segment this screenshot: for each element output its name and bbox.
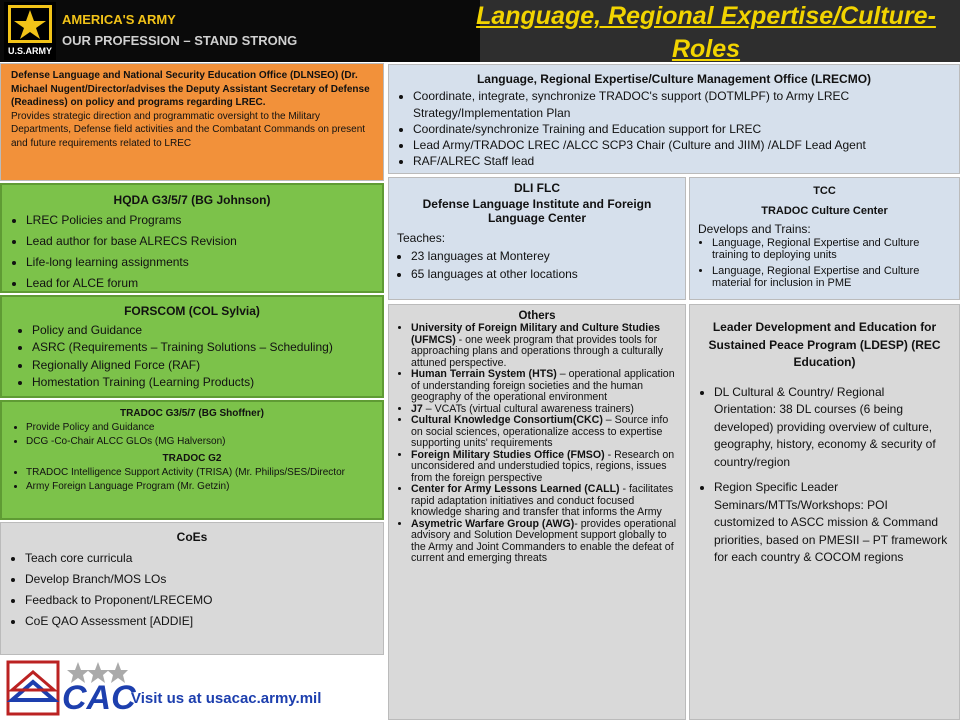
list-item: • Lead Army/TRADOC LREC /ALCC SCP3 Chair (Culture and JIIM) /ALDF Lead Agent xyxy=(413,137,949,153)
list-item: • DL Cultural & Country/ Regional Orientation: 38 DL courses (6 being developed) providing overview of culture, geography, history, economy & security of country/region xyxy=(714,384,949,472)
list-item: • Feedback to Proponent/LRECEMO xyxy=(25,590,373,611)
list-item xyxy=(411,519,677,565)
org-name: Cultural Knowledge Consortium(CKC) xyxy=(411,414,603,426)
ldesp-title: Leader Development and Education for Sustained Peace Program (LDESP) (REC Education) xyxy=(708,320,941,369)
coes-panel xyxy=(0,522,384,655)
list-item: • Policy and Guidance xyxy=(32,322,372,340)
tcc-intro: Develops and Trains: xyxy=(698,222,811,236)
cac-logo[interactable] xyxy=(6,660,136,718)
tcc-list xyxy=(698,237,951,289)
list-item: • LREC Policies and Programs xyxy=(26,210,372,231)
list-item: • Homestation Training (Learning Products) xyxy=(32,374,372,392)
org-name: Foreign Military Studies Office (FMSO) xyxy=(411,448,605,461)
org-desc: – Source info on social sciences, operationalize access to expertise supporting units' requirements xyxy=(411,414,669,449)
dliflc-subtitle: Defense Language Institute and Foreign Language Center xyxy=(422,197,652,225)
list-item: • ASRC (Requirements – Training Solutions – Scheduling) xyxy=(32,339,372,357)
list-item: • 65 languages at other locations xyxy=(411,265,677,283)
forscom-panel xyxy=(0,295,384,398)
tradoc-g357-list xyxy=(12,421,372,449)
dliflc-intro: Teaches: xyxy=(397,231,446,245)
org-name: J7 xyxy=(411,402,423,415)
hqda-list xyxy=(12,210,372,294)
list-item: • Teach core curricula xyxy=(25,548,373,569)
forscom-title: FORSCOM (COL Sylvia) xyxy=(124,304,260,318)
list-item: • 23 languages at Monterey xyxy=(411,247,677,265)
dlnseo-heading: Defense Language and National Security Education Office (DLNSEO) (Dr. Michael Nugent/Director/advises the Deputy Assistant Secretary of Defense (Readiness) on policy and programs regarding LREC. xyxy=(11,70,370,108)
org-desc: - one week program that provides tools for approaching plans and operations through a culturally attuned perspective. xyxy=(411,333,664,369)
list-item xyxy=(411,484,677,519)
cac-logo-text: CAC xyxy=(62,679,136,717)
list-item: • Develop Branch/MOS LOs xyxy=(25,569,373,590)
hqda-title: HQDA G3/5/7 (BG Johnson) xyxy=(113,193,271,207)
list-item: • Regionally Aligned Force (RAF) xyxy=(32,357,372,375)
lrecmo-list xyxy=(399,88,949,169)
list-item: • Region Specific Leader Seminars/MTTs/Workshops: POI customized to ASCC mission & Command priorities, based on PMESII – PT framework for each country & COCOM regions xyxy=(714,479,949,567)
lrecmo-title: Language, Regional Expertise/Culture Management Office (LRECMO) xyxy=(476,72,872,86)
list-item xyxy=(411,323,677,369)
coes-title: CoEs xyxy=(176,530,208,544)
list-item: • TRADOC Intelligence Support Activity (TRISA) (Mr. Philips/SES/Director xyxy=(26,466,372,480)
list-item xyxy=(411,415,677,450)
brand-line-1: AMERICA'S ARMY xyxy=(62,12,176,27)
list-item: • Lead for ALCE forum xyxy=(26,273,372,294)
org-name: Human Terrain System (HTS) xyxy=(411,368,557,380)
ldesp-panel xyxy=(689,304,960,720)
dlnseo-body: Provides strategic direction and programmatic oversight to the Military Departments, Defense field activities and the Combatant Commands on present and future requirements related to LREC xyxy=(11,110,366,149)
others-list xyxy=(397,323,677,565)
org-desc: - provides operational advisory and Solution Development support globally to the Army and Joint Commanders to enable the defeat of current and emerging threats xyxy=(411,517,677,564)
list-item: • Language, Regional Expertise and Culture training to deploying units xyxy=(712,237,951,261)
list-item: • Provide Policy and Guidance xyxy=(26,421,372,435)
us-army-logo[interactable] xyxy=(4,2,56,60)
list-item: • Coordinate, integrate, synchronize TRADOC's support (DOTMLPF) to Army LREC Strategy/Implementation Plan xyxy=(413,88,949,121)
forscom-list xyxy=(12,322,372,392)
dliflc-list xyxy=(397,247,677,283)
page-title: Language, Regional Expertise/Culture-Roles xyxy=(476,2,936,63)
hqda-panel xyxy=(0,183,384,293)
tradoc-g2-list xyxy=(12,466,372,494)
list-item: • Life-long learning assignments xyxy=(26,252,372,273)
army-logo-text: U.S.ARMY xyxy=(7,46,52,56)
dliflc-panel xyxy=(388,177,686,300)
tcc-subtitle: TRADOC Culture Center xyxy=(761,205,888,217)
org-name: Center for Army Lessons Learned (CALL) xyxy=(411,483,620,495)
lrecmo-panel xyxy=(388,64,960,174)
org-desc: - Research on unconsidered and understudied topics, regions, issues from the foreign perspective xyxy=(411,448,675,484)
list-item: • DCG -Co-Chair ALCC GLOs (MG Halverson) xyxy=(26,435,372,449)
list-item: • Coordinate/synchronize Training and Education support for LREC xyxy=(413,121,949,137)
org-name: Asymetric Warfare Group (AWG) xyxy=(411,517,575,530)
tradoc-g2-title: TRADOC G2 xyxy=(162,453,222,464)
dlnseo-panel xyxy=(0,63,384,181)
tradoc-g357-title: TRADOC G3/5/7 (BG Shoffner) xyxy=(120,408,264,419)
others-panel xyxy=(388,304,686,720)
org-desc: - facilitates rapid adaptation initiatives and conduct focused knowledge sharing and transfer that informs the Army xyxy=(411,483,674,518)
org-desc: – operational application of understanding foreign societies and the human geography of the operational environment xyxy=(411,368,675,403)
tcc-title: TCC xyxy=(813,185,836,197)
list-item: • Language, Regional Expertise and Culture material for inclusion in PME xyxy=(712,265,951,289)
tcc-panel xyxy=(689,177,960,300)
website-link[interactable]: Visit us at usacac.army.mil xyxy=(131,690,322,707)
dliflc-title: DLI FLC xyxy=(514,181,560,195)
header-brand-area xyxy=(0,0,480,62)
tradoc-g357-panel xyxy=(0,400,384,520)
org-desc: – VCATs (virtual cultural awareness trainers) xyxy=(422,402,634,415)
list-item: • CoE QAO Assessment [ADDIE] xyxy=(25,611,373,632)
ldesp-list xyxy=(700,384,949,567)
list-item xyxy=(411,450,677,485)
list-item: • Lead author for base ALRECS Revision xyxy=(26,231,372,252)
list-item xyxy=(411,369,677,404)
brand-line-2: OUR PROFESSION – STAND STRONG xyxy=(62,33,298,48)
others-title: Others xyxy=(518,310,556,322)
org-name: University of Foreign Military and Culture Studies (UFMCS) xyxy=(411,322,660,346)
list-item: • Army Foreign Language Program (Mr. Getzin) xyxy=(26,480,372,494)
coes-list xyxy=(11,548,373,632)
list-item: • RAF/ALREC Staff lead xyxy=(413,153,949,169)
